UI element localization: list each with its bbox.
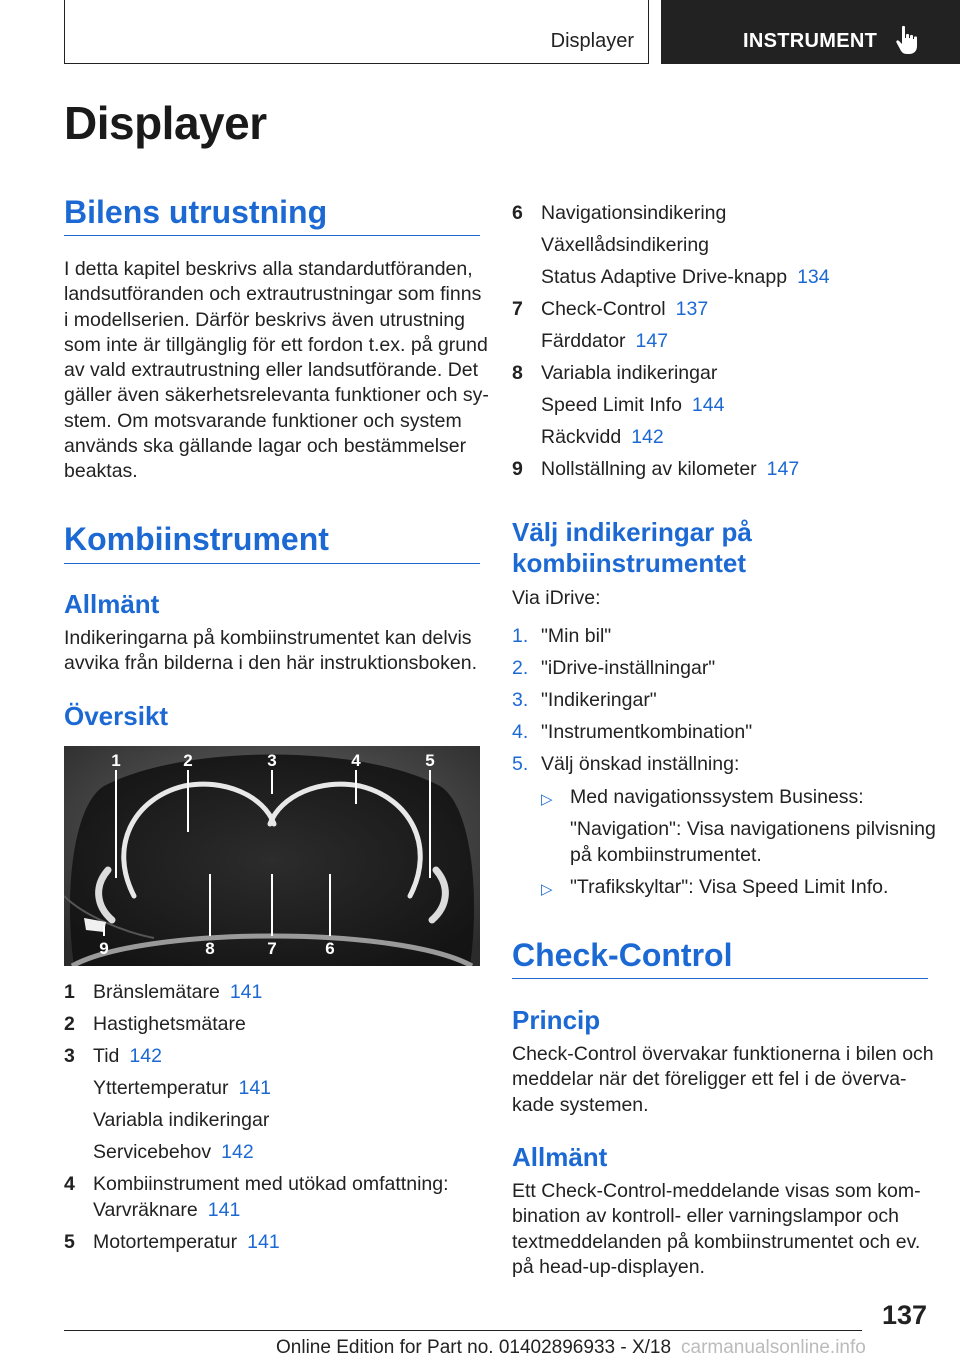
legend-text: Motortemperatur <box>93 1231 238 1253</box>
header-section-box <box>64 0 649 64</box>
page-number: 137 <box>881 1300 927 1330</box>
legend-item <box>512 361 928 386</box>
page-reference-link[interactable]: 144 <box>691 394 725 416</box>
allmant-paragraph <box>64 626 494 677</box>
legend-text: Nollställning av kilometer <box>541 458 757 480</box>
heading-oversikt: Översikt <box>64 701 169 731</box>
callout-1: 1 <box>111 751 121 770</box>
legend-item <box>64 1198 480 1223</box>
legend-number: 1 <box>64 981 75 1003</box>
legend-number: 7 <box>512 298 523 320</box>
triangle-bullet-icon: ▷ <box>541 791 553 808</box>
bullet-item <box>541 875 928 900</box>
text-line: Check-Control övervakar funktionerna i bilen och <box>512 1043 934 1065</box>
page-reference-link[interactable]: 142 <box>631 426 664 448</box>
heading-kombiinstrument: Kombiinstrument <box>64 521 329 557</box>
callout-4: 4 <box>351 751 361 770</box>
text-line: som inte är tillgänglig för ett fordon t.ex. på grund <box>64 333 488 356</box>
legend-item <box>512 297 928 322</box>
step-text: "Min bil" <box>541 625 612 647</box>
heading-line: Välj indikeringar på <box>512 517 752 547</box>
step-item <box>512 752 928 777</box>
legend-number: 5 <box>64 1231 75 1253</box>
heading-rule <box>64 235 480 236</box>
page-reference-link[interactable]: 141 <box>229 981 263 1003</box>
page-reference-link[interactable]: 141 <box>238 1077 272 1099</box>
legend-item <box>64 1076 480 1101</box>
legend-item <box>64 1012 480 1037</box>
footer-edition: Online Edition for Part no. 01402896933 - X/18 <box>276 1337 672 1358</box>
text-line: Ett Check-Control-meddelande visas som kom‐ <box>512 1180 921 1202</box>
triangle-bullet-icon: ▷ <box>541 881 553 898</box>
legend-text: Status Adaptive Drive-knapp <box>541 266 788 288</box>
step-text: "iDrive-inställningar" <box>541 657 716 679</box>
heading-princip: Princip <box>512 1005 601 1035</box>
page-reference-link[interactable]: 134 <box>797 266 830 288</box>
page-reference-link[interactable]: 141 <box>247 1231 280 1253</box>
text-line: kade systemen. <box>512 1093 649 1116</box>
watermark: carmanualsonline.info <box>681 1337 866 1358</box>
legend-item <box>64 1140 480 1165</box>
step-item <box>512 720 928 745</box>
legend-number: 3 <box>64 1045 75 1067</box>
step-number: 1. <box>512 625 529 647</box>
legend-text: Bränslemätare <box>93 981 220 1003</box>
legend-text: Variabla indikeringar <box>93 1109 270 1131</box>
legend-text: Färddator <box>541 330 626 352</box>
page-reference-link[interactable]: 141 <box>207 1199 241 1221</box>
legend-item <box>512 393 928 418</box>
legend-number: 9 <box>512 458 523 480</box>
legend-text: Kombiinstrument med utökad omfattning: <box>93 1173 449 1195</box>
bullet-item <box>541 817 936 869</box>
legend-text: Variabla indikeringar <box>541 362 718 384</box>
text-line: avvika från bilderna i den här instruktionsboken. <box>64 652 477 675</box>
text-line: används ska gällande lagar och bestämmelser <box>64 435 467 458</box>
heading-allmant-check: Allmänt <box>512 1142 608 1172</box>
legend-item <box>512 425 928 450</box>
step-item <box>512 688 928 713</box>
legend-text: Servicebehov <box>93 1141 212 1163</box>
bullet-item <box>541 785 928 810</box>
legend-item <box>64 1230 480 1255</box>
legend-item <box>512 265 928 290</box>
page-title: Displayer <box>64 97 267 149</box>
legend-item <box>64 980 480 1005</box>
heading-line: kombiinstrumentet <box>512 548 747 578</box>
legend-text: Navigationsindikering <box>541 202 727 224</box>
text-line: stem. Om motsvarande funktioner och system <box>64 409 462 432</box>
text-line: landsutföranden och extrautrustningar som finns <box>64 283 482 306</box>
bullet-text: Med navigationssystem Business: <box>570 786 864 808</box>
step-item <box>512 656 928 681</box>
legend-text: Tid <box>93 1045 120 1067</box>
instrument-cluster-illustration <box>64 746 480 966</box>
legend-text: Räckvidd <box>541 426 622 448</box>
legend-item <box>64 1172 480 1197</box>
callout-2: 2 <box>183 751 193 770</box>
text-line: på head-up-displayen. <box>512 1255 705 1278</box>
bullet-text: "Trafikskyltar": Visa Speed Limit Info. <box>570 876 889 898</box>
text-line: Indikeringarna på kombiinstrumentet kan delvis <box>64 627 472 649</box>
heading-rule <box>64 563 480 564</box>
text-line: I detta kapitel beskrivs alla standardutföranden, <box>64 258 473 280</box>
heading-bilens-utrustning: Bilens utrustning <box>64 194 328 230</box>
callout-3: 3 <box>267 751 277 770</box>
step-number: 4. <box>512 721 529 743</box>
legend-text: Speed Limit Info <box>541 394 682 416</box>
step-text: "Instrumentkombination" <box>541 721 753 743</box>
bullet-text: på kombiinstrumentet. <box>570 844 762 866</box>
legend-number: 8 <box>512 362 523 384</box>
header-section-title: Displayer <box>550 30 634 52</box>
text-line: bination av kontroll- eller varningslampor och <box>512 1205 899 1228</box>
legend-text: Växellådsindikering <box>541 234 710 256</box>
callout-8: 8 <box>205 939 215 958</box>
header-chapter-title: INSTRUMENT <box>743 30 878 52</box>
heading-allmant: Allmänt <box>64 589 160 619</box>
legend-text: Hastighetsmätare <box>93 1013 246 1035</box>
text-line: i modellserien. Därför beskrivs även utrustning <box>64 308 466 331</box>
callout-9: 9 <box>99 939 109 958</box>
legend-number: 2 <box>64 1013 75 1035</box>
step-item <box>512 624 928 649</box>
text-line: beaktas. <box>64 460 138 483</box>
legend-item <box>512 457 928 482</box>
page-reference-link[interactable]: 142 <box>221 1141 254 1163</box>
princip-paragraph <box>512 1042 942 1118</box>
text-line: textmeddelanden på kombiinstrumentet och ev. <box>512 1230 921 1253</box>
heading-check-control: Check-Control <box>512 937 733 973</box>
callout-5: 5 <box>425 751 435 770</box>
heading-valj-indikeringar <box>512 517 752 579</box>
legend-number: 6 <box>512 202 523 224</box>
legend-text: Check-Control <box>541 298 666 320</box>
valj-intro: Via iDrive: <box>512 587 601 609</box>
page-reference-link[interactable]: 142 <box>129 1045 162 1067</box>
step-number: 2. <box>512 657 529 679</box>
legend-text: Varvräknare <box>93 1199 198 1221</box>
bilens-paragraph <box>64 257 494 485</box>
legend-item <box>64 1044 480 1069</box>
legend-number: 4 <box>64 1173 75 1195</box>
footer-rule <box>64 1330 862 1331</box>
hand-pointer-icon <box>894 24 922 56</box>
allmant-check-paragraph <box>512 1179 942 1280</box>
legend-item <box>64 1108 480 1133</box>
legend-item <box>512 329 928 354</box>
page-reference-link[interactable]: 137 <box>675 298 709 320</box>
text-line: av vald extrautrustning eller landsutförande. Det <box>64 359 479 382</box>
heading-rule <box>512 978 928 979</box>
bullet-text: "Navigation": Visa navigationens pilvisning <box>570 818 936 840</box>
legend-text: Yttertemperatur <box>93 1077 229 1099</box>
step-number: 3. <box>512 689 529 711</box>
step-number: 5. <box>512 753 529 775</box>
callout-7: 7 <box>267 939 277 958</box>
page-reference-link[interactable]: 147 <box>635 330 669 352</box>
legend-item <box>512 233 928 258</box>
text-line: gäller även säkerhetsrelevanta funktioner och sy‐ <box>64 384 489 407</box>
text-line: meddelar när det föreligger ett fel i de överva‐ <box>512 1068 907 1091</box>
step-text: "Indikeringar" <box>541 689 657 711</box>
callout-6: 6 <box>325 939 335 958</box>
page-reference-link[interactable]: 147 <box>766 458 800 480</box>
step-text: Välj önskad inställning: <box>541 753 740 775</box>
legend-item <box>512 201 928 226</box>
